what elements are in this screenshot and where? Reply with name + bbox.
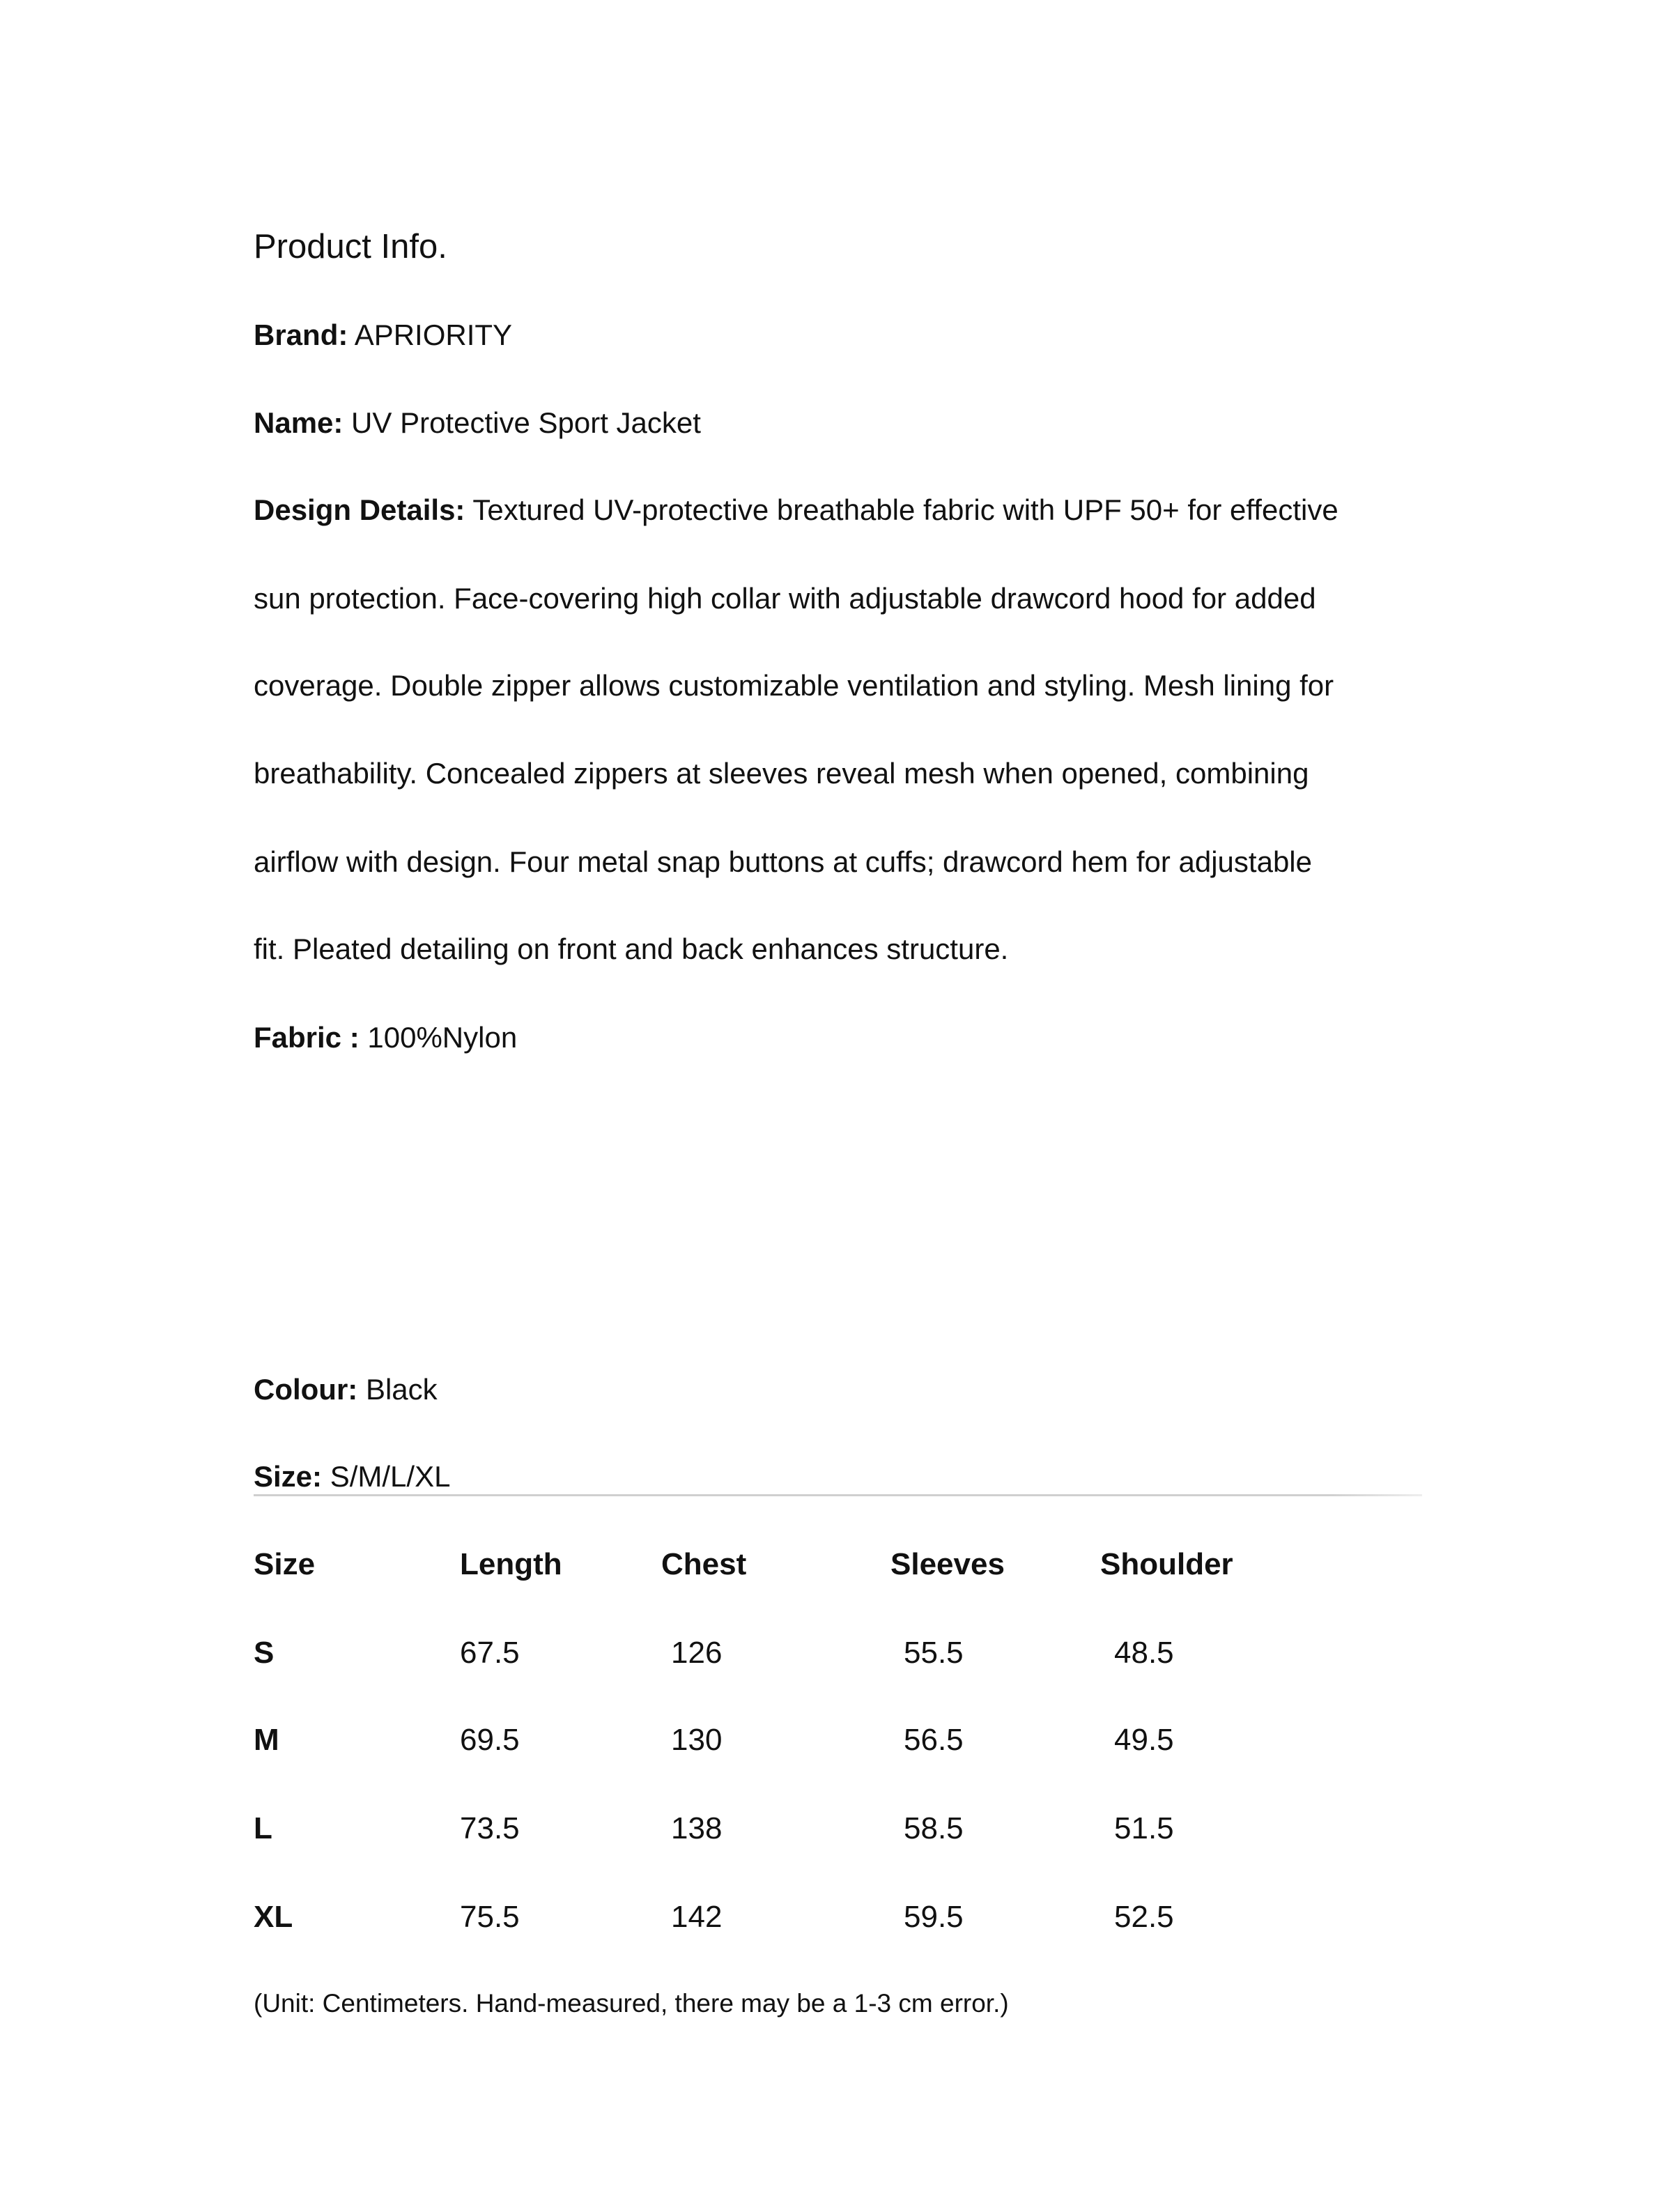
cell-shoulder: 49.5 <box>1114 1723 1174 1757</box>
design-text: Textured UV-protective breathable fabric with UPF 50+ for effective <box>465 493 1338 526</box>
design-line <box>254 489 1338 531</box>
cell-sleeves: 55.5 <box>904 1636 964 1670</box>
brand-line <box>254 314 512 356</box>
name-line <box>254 402 701 444</box>
colour-value: Black <box>357 1373 438 1406</box>
cell-shoulder: 52.5 <box>1114 1900 1174 1934</box>
cell-size: L <box>254 1811 272 1845</box>
header-shoulder: Shoulder <box>1100 1547 1233 1581</box>
cell-size: M <box>254 1723 279 1757</box>
name-value: UV Protective Sport Jacket <box>343 406 701 439</box>
cell-chest: 142 <box>671 1900 723 1934</box>
design-line: coverage. Double zipper allows customizable ventilation and styling. Mesh lining for <box>254 669 1334 702</box>
cell-shoulder: 48.5 <box>1114 1636 1174 1670</box>
design-label: Design Details: <box>254 493 465 526</box>
measurement-note: (Unit: Centimeters. Hand-measured, there may be a 1-3 cm error.) <box>254 1989 1009 2018</box>
cell-length: 73.5 <box>460 1811 520 1845</box>
cell-length: 67.5 <box>460 1636 520 1670</box>
cell-sleeves: 59.5 <box>904 1900 964 1934</box>
fabric-value: 100%Nylon <box>359 1021 518 1054</box>
page-title: Product Info. <box>254 228 447 266</box>
fabric-label: Fabric : <box>254 1021 360 1054</box>
design-line: breathability. Concealed zippers at sleeves reveal mesh when opened, combining <box>254 757 1309 790</box>
cell-length: 69.5 <box>460 1723 520 1757</box>
divider <box>254 1494 1422 1496</box>
cell-shoulder: 51.5 <box>1114 1811 1174 1845</box>
cell-sleeves: 56.5 <box>904 1723 964 1757</box>
cell-chest: 130 <box>671 1723 723 1757</box>
cell-size: S <box>254 1636 275 1670</box>
header-size: Size <box>254 1547 316 1581</box>
colour-label: Colour: <box>254 1373 358 1406</box>
header-sleeves: Sleeves <box>890 1547 1005 1581</box>
cell-size: XL <box>254 1900 293 1934</box>
size-value: S/M/L/XL <box>322 1460 451 1493</box>
size-label: Size: <box>254 1460 323 1493</box>
header-length: Length <box>460 1547 562 1581</box>
design-line: sun protection. Face-covering high collar with adjustable drawcord hood for added <box>254 582 1316 615</box>
cell-chest: 126 <box>671 1636 723 1670</box>
brand-label: Brand: <box>254 318 348 351</box>
header-chest: Chest <box>661 1547 747 1581</box>
colour-line <box>254 1369 438 1411</box>
cell-length: 75.5 <box>460 1900 520 1934</box>
brand-value: APRIORITY <box>348 318 513 351</box>
design-line: airflow with design. Four metal snap buttons at cuffs; drawcord hem for adjustable <box>254 845 1312 878</box>
cell-chest: 138 <box>671 1811 723 1845</box>
design-line: fit. Pleated detailing on front and back enhances structure. <box>254 932 1009 965</box>
name-label: Name: <box>254 406 344 439</box>
fabric-line <box>254 1017 517 1059</box>
size-line <box>254 1456 450 1498</box>
cell-sleeves: 58.5 <box>904 1811 964 1845</box>
